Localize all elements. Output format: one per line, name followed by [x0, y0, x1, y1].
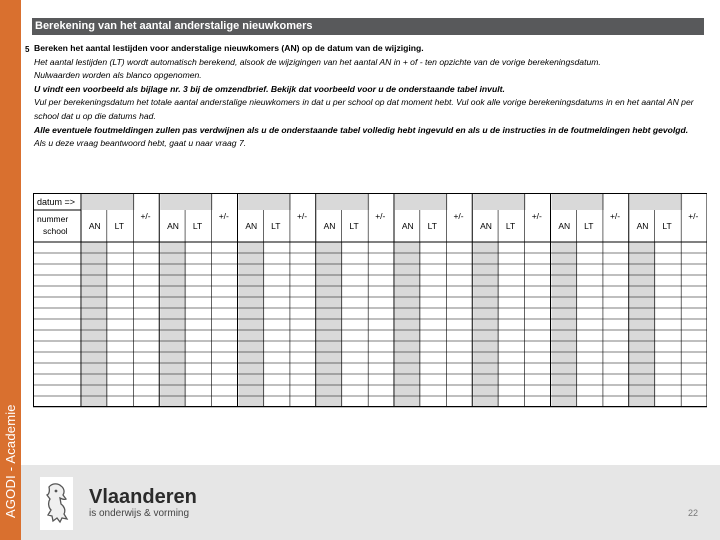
- col-header-an: AN: [323, 221, 336, 231]
- date-input-cell[interactable]: [473, 194, 525, 210]
- col-header-an: AN: [245, 221, 258, 231]
- col-header-lt: LT: [192, 221, 203, 231]
- col-header-an: AN: [401, 221, 414, 231]
- col-header-lt: LT: [662, 221, 672, 231]
- an-column-shade: [552, 242, 578, 407]
- an-column-shade: [239, 242, 265, 407]
- an-column-shade: [473, 242, 499, 407]
- col-header-lt: LT: [505, 221, 516, 231]
- question-line-2: Nulwaarden worden als blanco opgenomen.: [34, 70, 202, 81]
- question-number: 5: [25, 45, 30, 54]
- col-header-diff: +/-: [531, 211, 542, 221]
- date-input-cell[interactable]: [239, 194, 291, 210]
- brand-name: Vlaanderen: [89, 486, 197, 508]
- date-label: datum =>: [37, 197, 76, 207]
- col-header-lt: LT: [271, 221, 281, 231]
- page-number: 22: [688, 508, 699, 518]
- col-header-an: AN: [167, 221, 179, 231]
- col-header-diff: +/-: [140, 211, 151, 221]
- date-input-cell[interactable]: [82, 194, 134, 210]
- col-header-an: AN: [558, 221, 571, 231]
- brand-subtitle: is onderwijs & vorming: [89, 508, 190, 519]
- question-line-3: U vindt een voorbeeld als bijlage nr. 3 bij de omzendbrief. Bekijk dat voorbeeld voor u de onderstaande tabel invult.: [34, 83, 505, 94]
- an-column-shade: [160, 242, 186, 407]
- question-block: [34, 42, 706, 151]
- col-header-diff: +/-: [296, 211, 308, 221]
- col-header-diff: +/-: [375, 211, 386, 221]
- vlaanderen-lion-logo-icon: [40, 477, 73, 530]
- an-column-shade: [317, 242, 343, 407]
- col-header-an: AN: [636, 221, 649, 231]
- input-table: [33, 193, 707, 414]
- date-input-cell[interactable]: [630, 194, 682, 210]
- an-column-shade: [395, 242, 421, 407]
- col-header-diff: +/-: [218, 211, 229, 221]
- col-header-diff: +/-: [609, 211, 621, 221]
- date-input-cell[interactable]: [552, 194, 604, 210]
- question-line-4: Vul per berekeningsdatum het totale aantal anderstalige nieuwkomers in dat u per school op dat moment hebt. Vul ook alle vorige berekeningsdatums in en het aantal AN per school dat u op die datums had.: [34, 97, 694, 121]
- date-input-cell[interactable]: [160, 194, 212, 210]
- input-table-grid: [33, 193, 707, 409]
- sidebar-strip: [0, 0, 21, 540]
- section-title: Berekening van het aantal anderstalige nieuwkomers: [32, 18, 704, 35]
- col-header-lt: LT: [427, 221, 437, 231]
- an-column-shade: [630, 242, 656, 407]
- col-header-diff: +/-: [453, 211, 464, 221]
- date-input-cell[interactable]: [317, 194, 369, 210]
- question-line-1: Het aantal lestijden (LT) wordt automatisch berekend, alsook de wijzigingen van het aantal AN in + of - ten opzichte van de vorige berekeningsdatum.: [34, 56, 601, 67]
- date-input-cell[interactable]: [395, 194, 447, 210]
- an-column-shade: [82, 242, 108, 407]
- question-line-5: Alle eventuele foutmeldingen zullen pas verdwijnen als u de onderstaande tabel volledig hebt ingevuld en als u de instructies in de foutmeldingen hebt gevolgd.: [34, 124, 689, 135]
- col-header-diff: +/-: [688, 211, 699, 221]
- col-header-lt: LT: [114, 221, 124, 231]
- col-header-lt: LT: [349, 221, 359, 231]
- school-header-line2: school: [43, 226, 68, 236]
- school-header-line1: nummer: [37, 214, 69, 224]
- question-line-6: Als u deze vraag beantwoord hebt, gaat u naar vraag 7.: [34, 138, 247, 149]
- sidebar-label: AGODI - Academie: [3, 404, 18, 518]
- question-title: Bereken het aantal lestijden voor anderstalige nieuwkomers (AN) op de datum van de wijziging.: [34, 43, 424, 53]
- col-header-lt: LT: [584, 221, 594, 231]
- col-header-an: AN: [88, 221, 101, 231]
- col-header-an: AN: [480, 221, 492, 231]
